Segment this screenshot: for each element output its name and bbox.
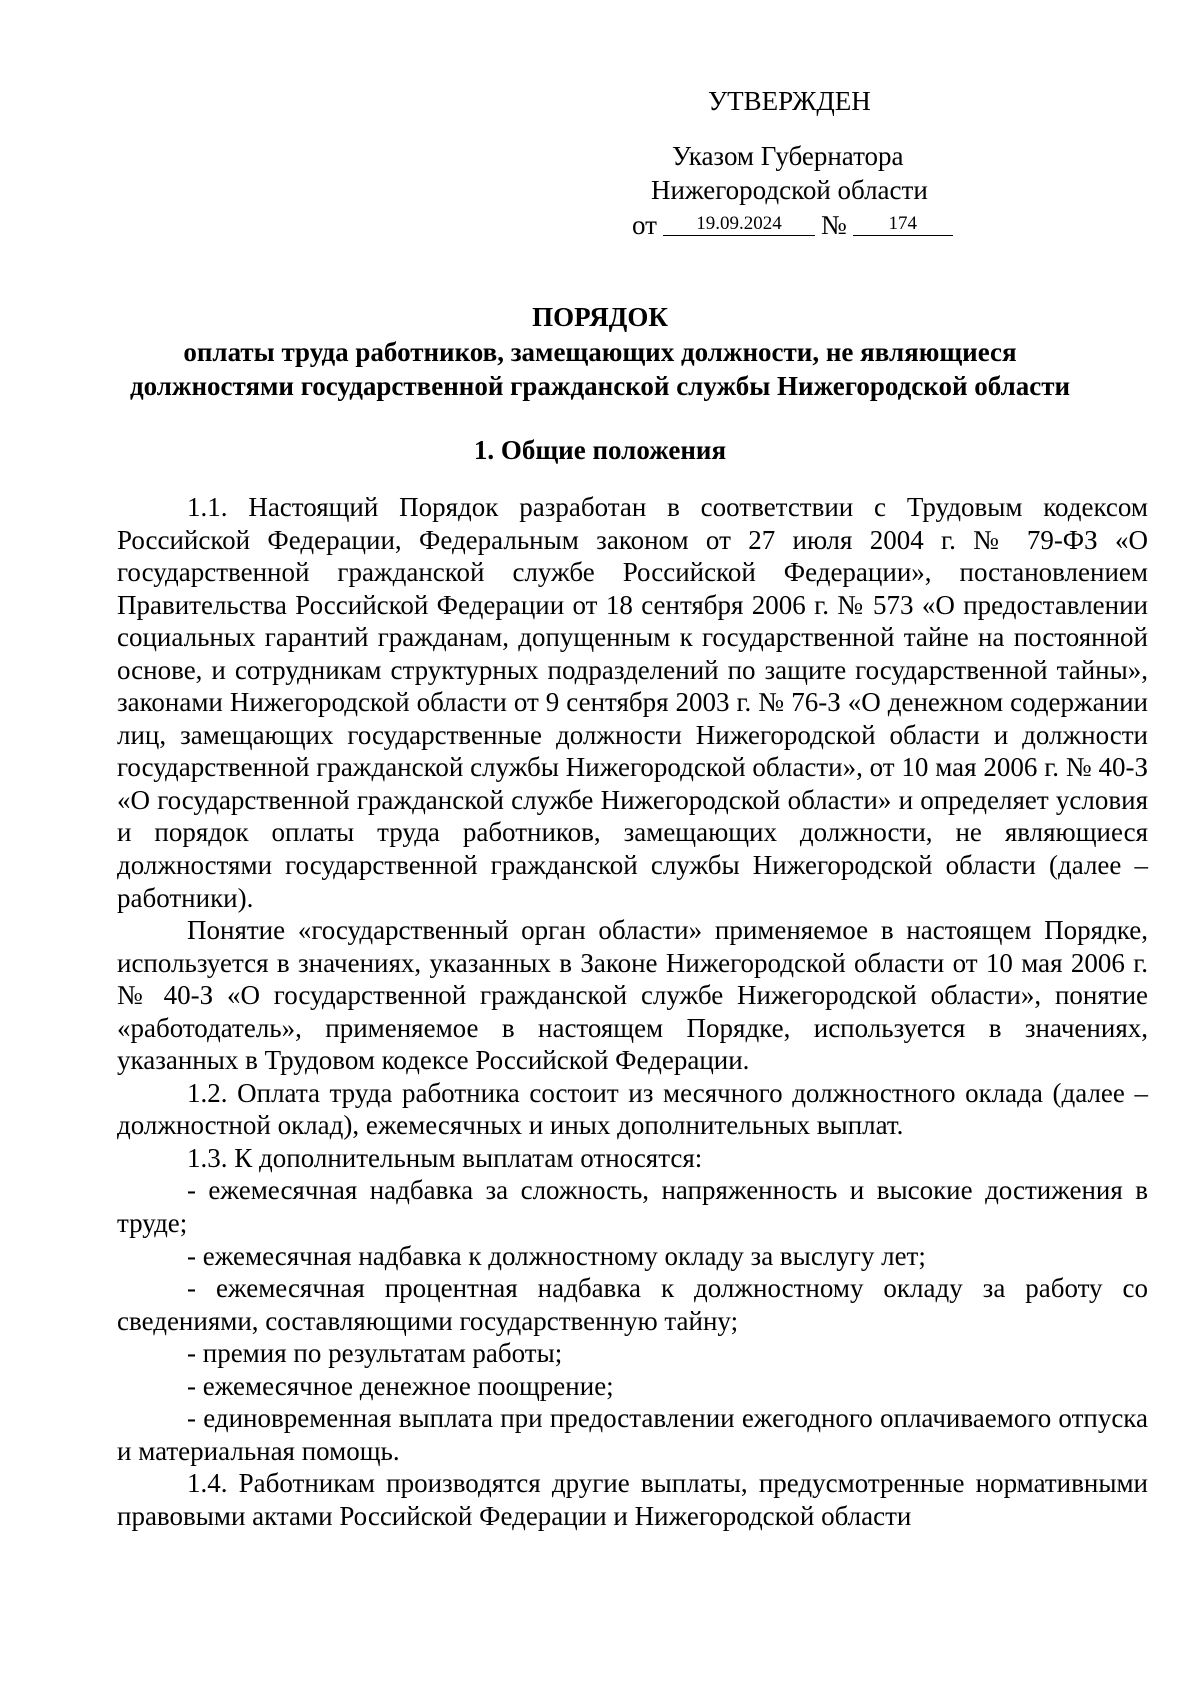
list-item: - ежемесячная надбавка за сложность, напряженность и высокие достижения в труде; [117, 1175, 1148, 1239]
list-item: - ежемесячная надбавка к должностному окладу за выслугу лет; [187, 1240, 926, 1271]
section-title: 1. Общие положения [473, 435, 727, 465]
paragraph-1-3: 1.3. К дополнительным выплатам относятся: [187, 1142, 703, 1173]
document-subtitle-line-1: оплаты труда работников, замещающих должности, не являющиеся [183, 337, 1017, 367]
list-item: - ежемесячная процентная надбавка к должностному окладу за работу со сведениями, составляющими государственную тайну; [117, 1273, 1148, 1336]
list-item: - премия по результатам работы; [187, 1338, 563, 1369]
paragraph-1-1: 1.1. Настоящий Порядок разработан в соответствии с Трудовым кодексом Российской Федерации, Федеральным законом от 27 июля 2004 г. № 79-ФЗ «О государственной гражданской службе Российской Федерации», постановлением Правительства Российской Федерации от 18 сентября 2006 г. № 573 «О предоставлении социальных гарантий гражданам, допущенным к государственной тайне на постоянной основе, и сотрудникам структурных подразделений по защите государственной тайны», законами Нижегородской области от 9 сентября 2003 г. № 76-З «О денежном содержании лиц, замещающих государственные должности Нижегородской области и должности государственной гражданской службы Нижегородской области», от 10 мая 2006 г. № 40-З «О государственной гражданской службе Нижегородской области» и определяет условия и порядок оплаты труда работников, замещающих должности, не являющиеся должностями государственной гражданской службы Нижегородской области (далее – работники). [117, 492, 1148, 913]
approval-authority: Указом Губернатора [672, 141, 904, 171]
approval-date: 19.09.2024 [663, 213, 815, 236]
paragraph-1-2: 1.2. Оплата труда работника состоит из месячного должностного оклада (далее – должностной оклад), ежемесячных и иных дополнительных выплат. [117, 1077, 1148, 1141]
date-prefix: от [632, 210, 657, 240]
paragraph-1-4: 1.4. Работникам производятся другие выплаты, предусмотренные нормативными правовыми актами Российской Федерации и Нижегородской области [117, 1468, 1148, 1531]
list-item: - ежемесячное денежное поощрение; [187, 1370, 614, 1401]
paragraph-concept: Понятие «государственный орган области» применяемое в настоящем Порядке, используется в значениях, указанных в Законе Нижегородской области от 10 мая 2006 г. № 40-З «О государственной гражданской службе Нижегородской области», понятие «работодатель», применяемое в настоящем Порядке, используется в значениях, указанных в Трудовом кодексе Российской Федерации. [117, 915, 1148, 1076]
document-title: ПОРЯДОК [532, 302, 668, 332]
list-item: - единовременная выплата при предоставлении ежегодного оплачиваемого отпуска и материальная помощь. [117, 1403, 1148, 1466]
approval-date-line [632, 208, 953, 243]
approval-number: 174 [853, 213, 953, 236]
number-sign: № [820, 210, 847, 240]
document-subtitle-line-2: должностями государственной гражданской службы Нижегородской области [129, 371, 1071, 401]
document-body [117, 491, 1148, 1533]
approval-title: УТВЕРЖДЕН [708, 86, 871, 116]
approval-region: Нижегородской области [651, 175, 928, 205]
